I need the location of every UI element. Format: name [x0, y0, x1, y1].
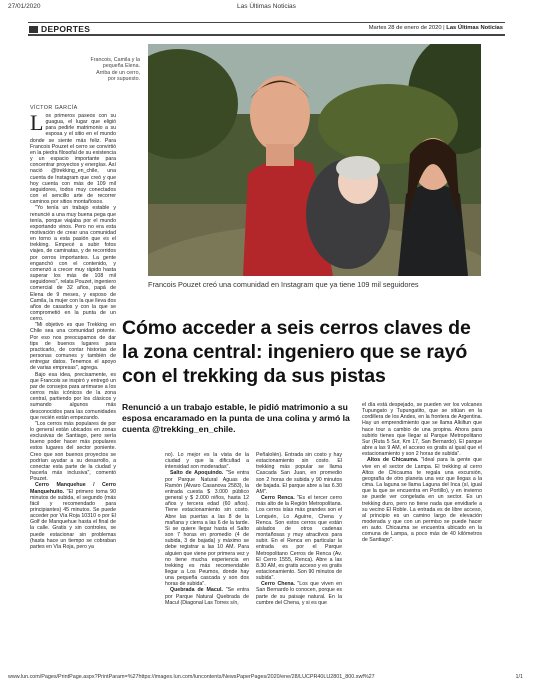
col2-paragraph [165, 587, 249, 605]
section-label [29, 24, 90, 34]
headline: Cómo acceder a seis cerros claves de la zona central: ingeniero que se rayó con el trekking da sus pistas [122, 317, 471, 387]
subhead: Cerro Chena. [261, 581, 295, 588]
col2-paragraph [165, 470, 249, 587]
subhead: Altos de Chicauma. [367, 457, 419, 464]
header-rule-top [28, 22, 505, 23]
col3-text: "Los que viven en San Bernardo lo conocen, porque es parte de su paisaje natural. En la cumbre del Chena, y si es que [256, 581, 342, 606]
subhead: Cerro Renca. [261, 495, 295, 502]
article-column-4 [362, 402, 482, 672]
col2-text: "Se entra por Parque Natural Aguas de Ramón (Álvaro Casanova 2583), la entrada cuesta $ 3.000 público general y $ 2.000 niños, hasta 12 años y tercera edad (60 años). Tiene estacionamiento sin costo. Abre las puertas a las 8 de la mañana y cierra a las 6 de la tarde. Si se quiere llegar hasta el Salto son 7 horas en promedio (4 de subida, 3 de bajada) y máximo se debe registrar a las 10 AM. Para alguien que viene por primera vez y no tiene mucha experiencia en trekking es más recomendable llegar a Los Peumos, donde hay una pequeña cascada y son dos horas de subida". [165, 470, 249, 588]
col1-paragraph: os primeros paseos con su guagua, el lugar que eligió para pedirle matrimonio a su esposa y el sitio en el mundo donde se siente más feliz. Para Francois Pouzet el cerro se convirtió en la piedra filosofal de su existencia y un espacio importante para concentrar proyectos y energías. Así nació @trekking_en_chile, una cuenta de Instagram que creó y que hoy cuenta con más de 109 mil seguidores, todos muy conectados con el sencillo arte de recorrer caminos por sitios montañosos. [30, 113, 116, 206]
col1-paragraph: "Los cerros más populares de por lo general están ubicados en zonas exclusivas de Santiago, pero sería bueno poder hacer más populares estos lugares del sector poniente. Creo que son buenos proyectos se podrían ayudar a su desarrollo, a conectar esta parte de la ciudad y hacerla más inclusiva", comentó Pouzet. [30, 420, 116, 483]
print-title: Las Últimas Noticias [237, 3, 296, 10]
newspaper-icon [29, 26, 38, 33]
article-column-3 [256, 452, 342, 672]
col1-paragraph [30, 482, 116, 550]
section-name: DEPORTES [41, 24, 91, 34]
page-number: 1/1 [515, 674, 523, 680]
issue-date: Martes 28 de enero de 2020 [368, 25, 442, 31]
subhead: Quebrada de Macul. [170, 587, 223, 594]
col4-paragraph: el día está despejado, se pueden ver los volcanes Tupungato y Tupungatito, que se sitúan en la cordillera de los Andes, en la frontera de Argentina. Hay un emprendimiento que se llama Alkiltun que hace tour a cambio de una propina. Ahora para subirlo tienes que llegar al Parque Metropolitano Sur (Ruta 5 Sur, Km 17, San Bernardo). El parque abre a las 9 AM, el acceso es gratis al igual que el estacionamiento y son 2 horas de subida". [362, 402, 482, 458]
image-caption: Francois Pouzet creó una comunidad en Instagram que ya tiene 109 mil seguidores [148, 280, 419, 289]
col4-paragraph [362, 457, 482, 543]
col3-paragraph [256, 495, 342, 581]
family-photo [148, 44, 481, 276]
col4-text: "Ideal para la gente que vive en el sector de Lampa. El trekking al cerro Altos de Chicauma te regala una excursión, geografía de otro planeta una vez que llegas a la cima. La laguna se llama Laguna del Inca (sí, igual que la que se encuentra en Portillo), y en invierno se puede ver congelada en un sector. Es un trekking duro, pero no tiene nada que envidiarle a su vecino El Roble. La entrada es de libre acceso, al principio es un camino largo de elevación moderada y que con un permiso se puede hacer en auto. Chicauma se encuentra ubicado en la comuna de Lampa, a poco más de 40 kilómetros de Santiago". [362, 457, 482, 544]
deck: Renunció a un trabajo estable, le pidió matrimonio a su esposa encaramado en la punta de una colina y armó la cuenta @trekking_en_chile. [122, 402, 350, 434]
issue-info [369, 25, 503, 31]
article-column-2 [165, 452, 249, 672]
byline: VÍCTOR GARCÍA [30, 105, 78, 111]
paper-name: Las Últimas Noticias [446, 25, 503, 31]
col1-text: "El primero toma 90 minutos de subida, el segundo (más fácil y recomendado para principiantes) 45 minutos. Se puede acceder por Vía Roja 10310 o por El Golf de Manquehue hasta el final de la calle. Gratis y sin controles, se puede estacionar sin problemas (hasta hace un tiempo se cobraban partes en Vía Roja, pero ya [30, 488, 116, 550]
col2-text: "Se entra por Parque Natural Quebrada de Macul (Diagonal Las Torres s/n, [165, 587, 249, 606]
drop-cap: L [30, 113, 44, 135]
print-date: 27/01/2020 [8, 3, 41, 10]
article-column-1 [30, 113, 116, 671]
photo-caption: Francois, Camila y la pequeña Elena. Arriba de un cerro, por supuesto. [90, 57, 140, 83]
col1-paragraph: Bajo esa idea, precisamente, es que Francois se inspiró y entregó un par de consejos para arrimarse a los cerros más icónicos de la zona central, partiendo por los clásicos y sumando algunos más desconocidos para las comunidades que recién están empezando. [30, 371, 116, 421]
col2-paragraph: no). Lo mejor es la vista de la ciudad y que la dificultad a intensidad son moderadas". [165, 452, 249, 471]
subhead: Cerro Manquehue / Cerro Manquehuito. [30, 482, 116, 495]
col1-paragraph: "Mi objetivo es que Trekking en Chile sea una comunidad potente. Por eso nos preocupamos de dar tips de buenos lugares para practicarlo, de contar historias de personas comunes y también de entregar datos. Tenemos el apoyo de varias empresas", agrega. [30, 322, 116, 372]
family-photo-illustration [148, 44, 481, 276]
col3-paragraph [256, 581, 342, 606]
print-url: www.lun.com/Pages/PrintPage.aspx?PrintParam=%27https://images.lun.com/luncontents/NewsPaperPages/2020/ene/28/LUCPR40LU2801_800.swf%27 [8, 674, 375, 680]
col3-text: "Es el tercer cerro más alto de la Región Metropolitana. Los cerros islas más grandes son el Lonquén, Lo Aguirre, Chena y Renca. Son estos cerros que están aislados de otros cadenas montañosas y muy atractivos para subir. En el Renca en particular la entrada es por el Parque Metropolitano Cerros de Renca (Av. El Cerro 1555, Renca). Abre a las 8.30 AM, es gratis acceso y es gratis estacionamiento. Son 90 minutos de subida". [256, 495, 342, 582]
header-rule-bottom [28, 34, 505, 36]
col3-paragraph: Peñalolén). Entrada sin costo y hay estacionamiento sin costo. El trekking más popular se llama Cascada San Juan, en promedio son 2 horas de subida y 90 minutos de bajada. El parque abre a las 6.30 AM". [256, 452, 342, 495]
col1-paragraph: "Yo tenía un trabajo estable y renuncié a una muy buena pega que tenía, porque viajaba por el mundo exportando vinos. Pero no era esta motivación de crear una comunidad en torno a esta pasión que es el trekking. Empecé a subir fotos viajes, de caminatas, y de recorridos por cerros importantes. La gente enganchó con el contenido, y comenzó a crecer muy rápido hasta superar los más de 108 mil seguidores", relata Pouzet, ingeniero comercial de 32 años, papá de Elena de 9 meses, y esposo de Camila, la mujer con la que lleva dos años de casados y con la que se comprometió en la punta de un cerro. [30, 205, 116, 323]
subhead: Salto de Apoquindo. [170, 470, 224, 477]
issue-separator: | [441, 25, 447, 31]
